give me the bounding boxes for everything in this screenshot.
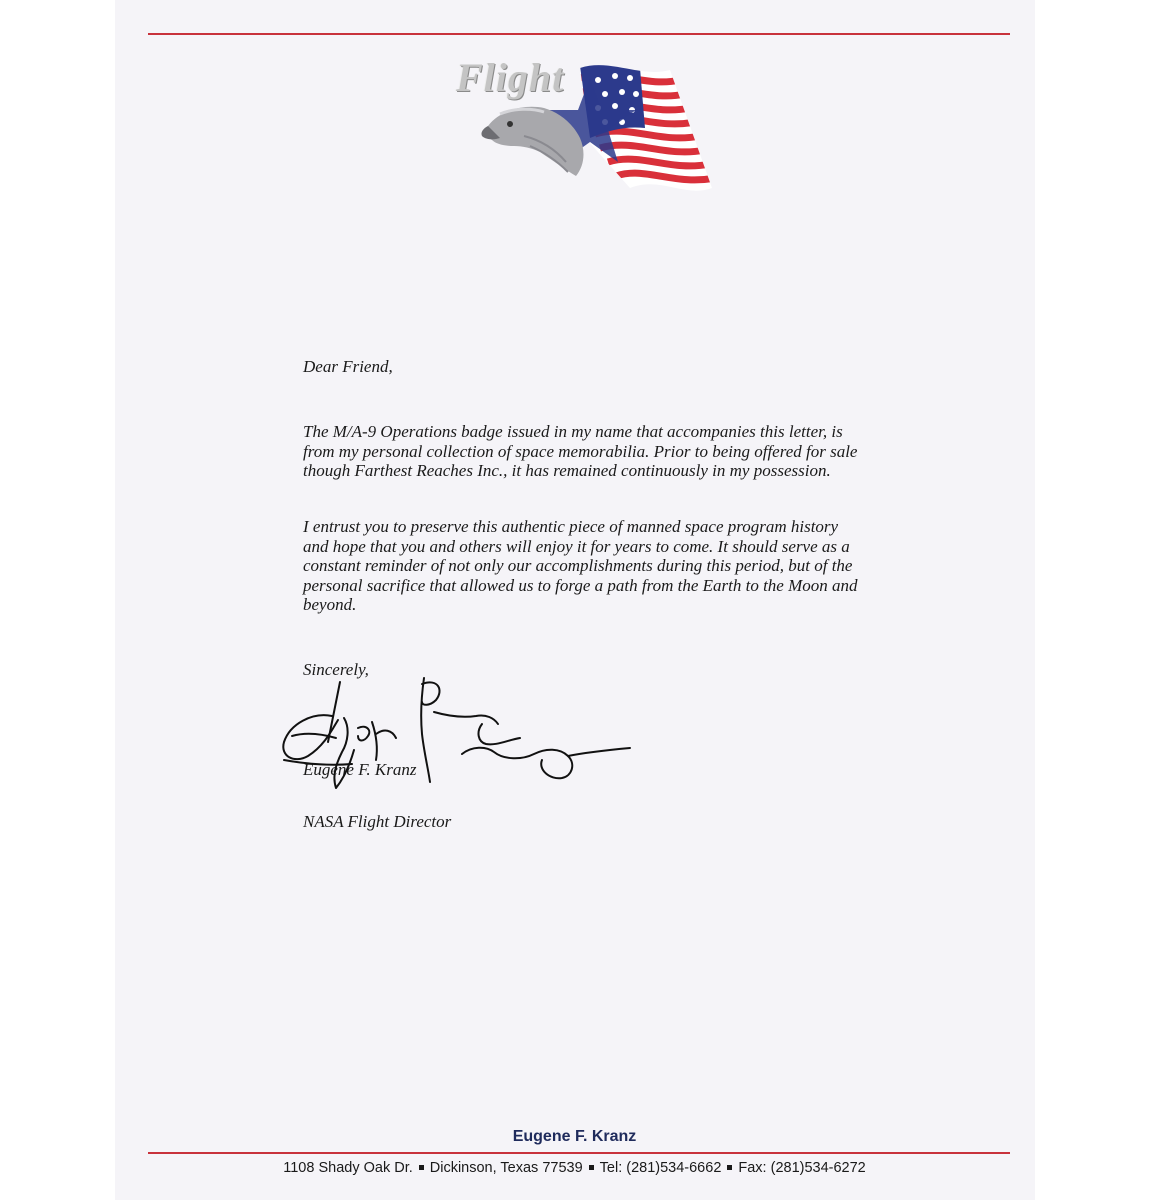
body-paragraph-2: I entrust you to preserve this authentic piece of manned space program history and hope that you and others will enjoy it for years to come. It should serve as a constant reminder of not only our accomplishments during this period, but of the personal sacrifice that allowed us to forge a path from the Earth to the Moon and beyond. [303, 517, 858, 614]
signature-icon [272, 672, 652, 802]
footer-address [0, 1160, 1149, 1176]
body-paragraph-1: The M/A-9 Operations badge issued in my name that accompanies this letter, is from my personal collection of space memorabilia. Prior to being offered for sale though Farthest Reaches Inc., it has remained continuously in my possession. [303, 422, 858, 480]
footer-name: Eugene F. Kranz [512, 1128, 637, 1145]
footer-city: Dickinson, Texas 77539 [429, 1160, 583, 1176]
letterhead-wordmark: Flight [456, 55, 565, 100]
separator-dot [727, 1165, 732, 1170]
separator-dot [589, 1165, 594, 1170]
footer-fax: Fax: (281)534-6272 [738, 1160, 866, 1176]
closing: Sincerely, [303, 660, 369, 679]
footer-street: 1108 Shady Oak Dr. [283, 1160, 413, 1176]
signer-title: NASA Flight Director [303, 812, 452, 831]
bottom-rule [148, 1152, 1010, 1154]
signer-name: Eugene F. Kranz [303, 760, 417, 779]
footer-tel: Tel: (281)534-6662 [599, 1160, 722, 1176]
separator-dot [419, 1165, 424, 1170]
salutation: Dear Friend, [303, 357, 393, 376]
top-rule [148, 33, 1010, 35]
